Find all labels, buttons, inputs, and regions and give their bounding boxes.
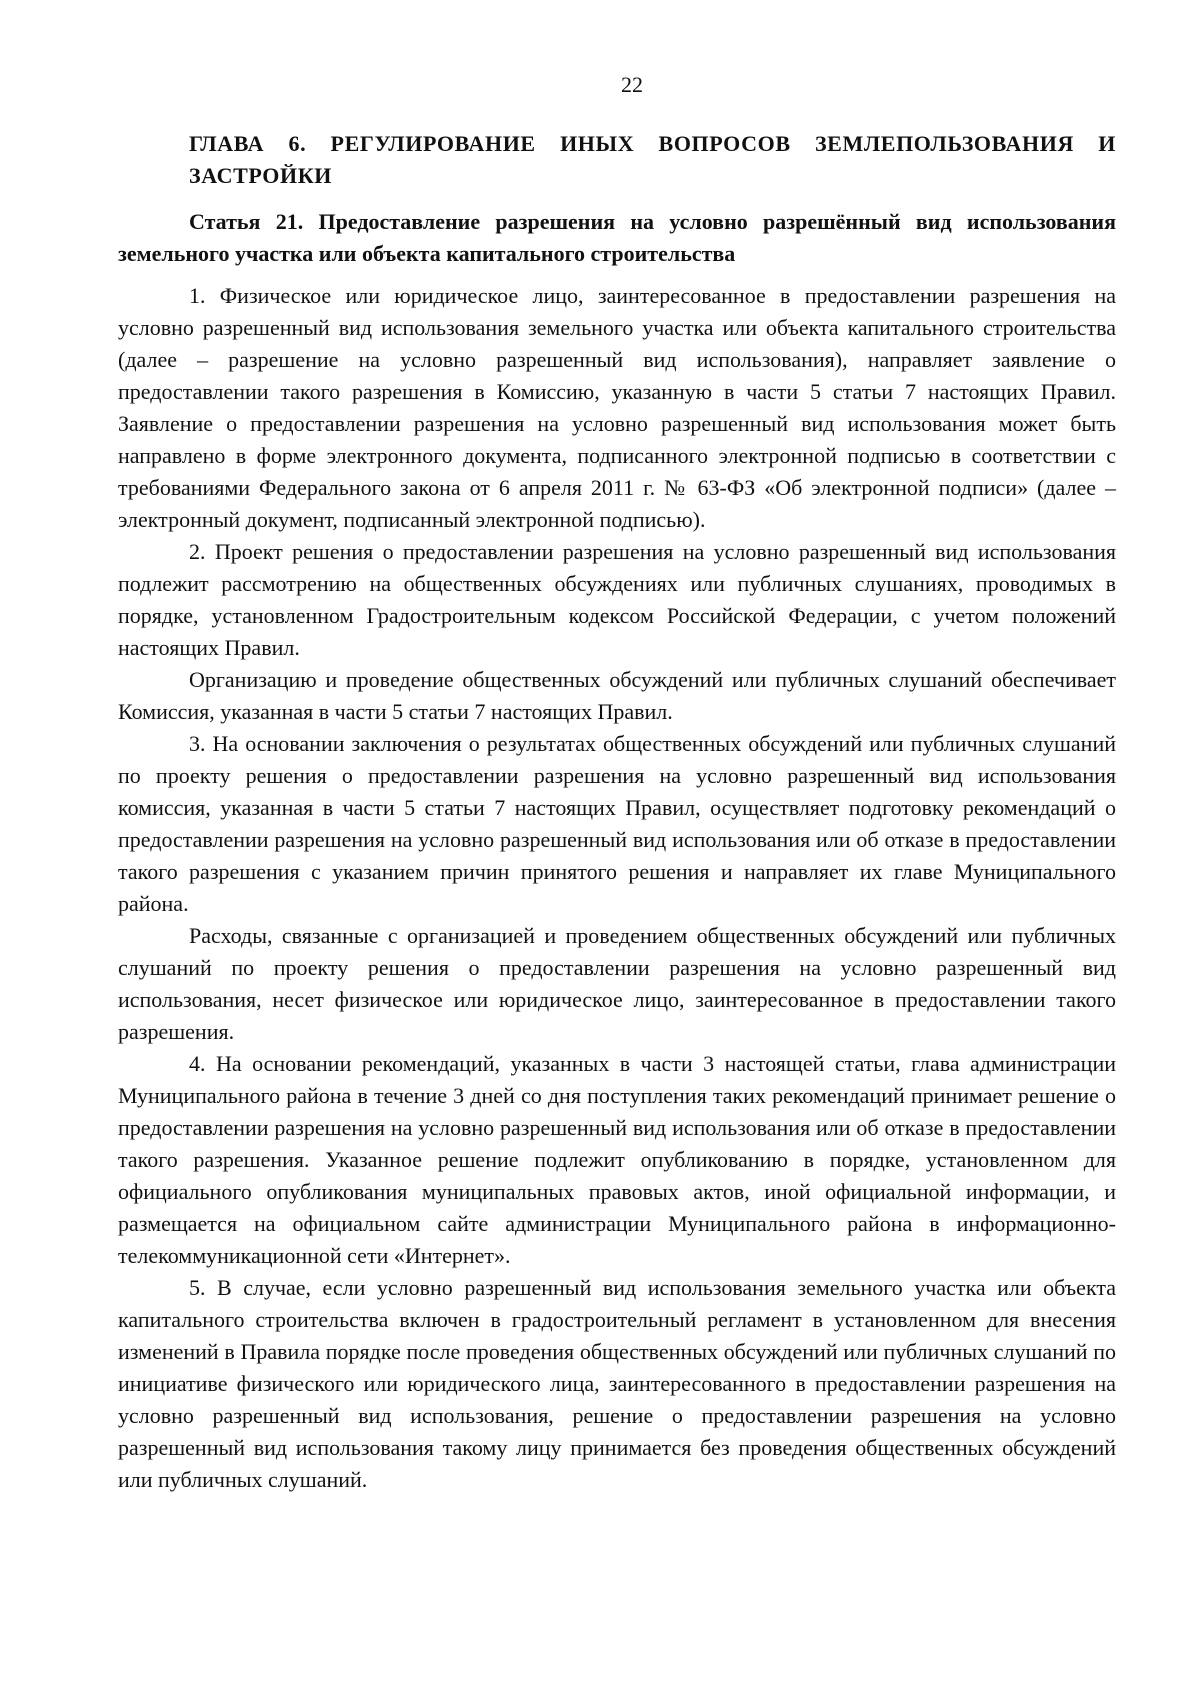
paragraph-2: 2. Проект решения о предоставлении разрешения на условно разрешенный вид использования подлежит рассмотрению на общественных обсуждениях или публичных слушаниях, проводимых в порядке, установленном Градостроительным кодексом Российской Федерации, с учетом положений настоящих Правил. — [118, 539, 1116, 660]
paragraph-3: 3. На основании заключения о результатах общественных обсуждений или публичных слушаний по проекту решения о предоставлении разрешения на условно разрешенный вид использования комиссия, указанная в части 5 статьи 7 настоящих Правил, осуществляет подготовку рекомендаций о предоставлении разрешения на условно разрешенный вид использования или об отказе в предоставлении такого разрешения с указанием причин принятого решения и направляет их главе Муниципального района. — [118, 731, 1116, 916]
paragraph-5: 5. В случае, если условно разрешенный вид использования земельного участка или объекта капитального строительства включен в градостроительный регламент в установленном для внесения изменений в Правила порядке после проведения общественных обсуждений или публичных слушаний по инициативе физического или юридического лица, заинтересованного в предоставлении разрешения на условно разрешенный вид использования, решение о предоставлении разрешения на условно разрешенный вид использования такому лицу принимается без проведения общественных обсуждений или публичных слушаний. — [118, 1275, 1116, 1492]
paragraph-2-continuation: Организацию и проведение общественных обсуждений или публичных слушаний обеспечивает Комиссия, указанная в части 5 статьи 7 настоящих Правил. — [118, 667, 1116, 724]
page-number: 22 — [621, 72, 643, 97]
article-title: Статья 21. Предоставление разрешения на условно разрешённый вид использования земельного участка или объекта капитального строительства — [118, 209, 1116, 266]
paragraph-4: 4. На основании рекомендаций, указанных в части 3 настоящей статьи, глава администрации Муниципального района в течение 3 дней со дня поступления таких рекомендаций принимает решение о предоставлении разрешения на условно разрешенный вид использования или об отказе в предоставлении такого разрешения. Указанное решение подлежит опубликованию в порядке, установленном для официального опубликования муниципальных правовых актов, иной официальной информации, и размещается на официальном сайте администрации Муниципального района в информационно-телекоммуникационной сети «Интернет». — [118, 1051, 1116, 1268]
paragraph-3-continuation: Расходы, связанные с организацией и проведением общественных обсуждений или публичных слушаний по проекту решения о предоставлении разрешения на условно разрешенный вид использования, несет физическое или юридическое лицо, заинтересованное в предоставлении такого разрешения. — [118, 923, 1116, 1044]
paragraph-1: 1. Физическое или юридическое лицо, заинтересованное в предоставлении разрешения на условно разрешенный вид использования земельного участка или объекта капитального строительства (далее – разрешение на условно разрешенный вид использования), направляет заявление о предоставлении такого разрешения в Комиссию, указанную в части 5 статьи 7 настоящих Правил. Заявление о предоставлении разрешения на условно разрешенный вид использования может быть направлено в форме электронного документа, подписанного электронной подписью в соответствии с требованиями Федерального закона от 6 апреля 2011 г. № 63-ФЗ «Об электронной подписи» (далее – электронный документ, подписанный электронной подписью). — [118, 283, 1116, 532]
chapter-title: ГЛАВА 6. РЕГУЛИРОВАНИЕ ИНЫХ ВОПРОСОВ ЗЕМЛЕПОЛЬЗОВАНИЯ И ЗАСТРОЙКИ — [189, 131, 1116, 188]
